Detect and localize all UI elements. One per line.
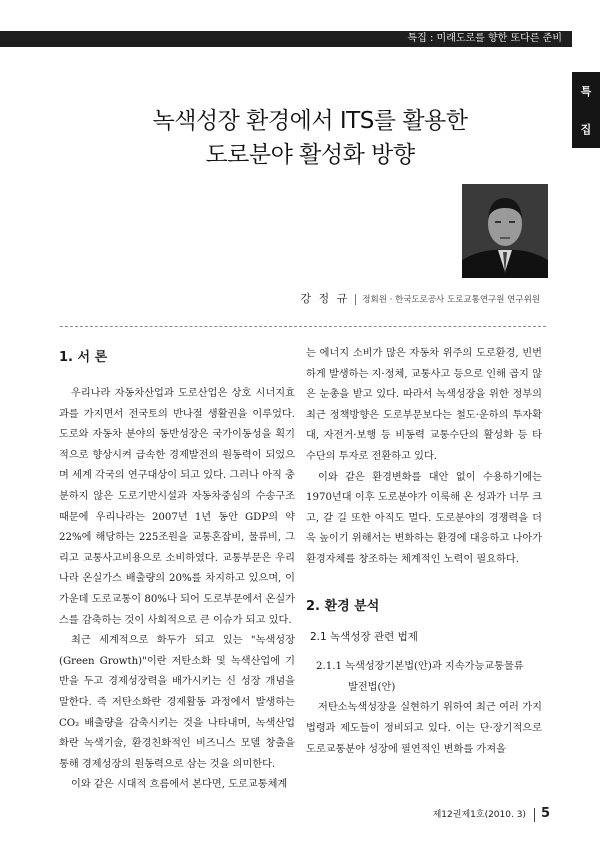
subheading-2-1-1-line-1: 2.1.1 녹색성장기본법(안)과 지속가능교통물류 — [316, 661, 524, 673]
left-column — [59, 344, 295, 796]
title-line-1: 녹색성장 환경에서 ITS를 활용한 — [152, 108, 468, 134]
section-divider — [60, 326, 546, 327]
subheading-2-1-1-line-2: 발전법(안) — [348, 681, 396, 693]
side-tab-char-2: 집 — [580, 123, 592, 136]
right-column — [306, 344, 542, 760]
intro-paragraph-1: 우리나라 자동차산업과 도로산업은 상호 시너지효과를 가지면서 전국토의 반나절 생활권을 이루었다. 도로와 자동차 분야의 동반성장은 국가이동성을 획기적으로 향상시켜 급속한 경제발전의 원동력이 되었으며 세계 각국의 연구대상이 되고 있다. 그러나 아직 충분하지 않은 도로기반시설과 자동차중심의 수송구조 때문에 우리나라는 2007년 1년 동안 GDP의 약 22%에 해당하는 225조원을 교통혼잡비, 물류비, 그리고 교통사고비용으로 소비하였다. 교통부문은 우리나라 온실가스 배출량의 20%를 차지하고 있으며, 이 가운데 도로교통이 80%나 되어 도로부문에서 온실가스를 감축하는 것이 사회적으로 큰 이슈가 되고 있다. — [59, 388, 295, 626]
intro-paragraph-2: 최근 세계적으로 화두가 되고 있는 "녹색성장 (Green Growth)"이란 저탄소화 및 녹색산업에 기반을 두고 경제성장력을 배가시키는 신 성장 개념을 말한다. 즉 저탄소화란 경제활동 과정에서 발생하는 CO₂ 배출량을 감축시키는 것을 나타내며, 녹색산업화란 녹색기술, 환경친화적인 비즈니스 모델 창출을 통해 경제성장의 원동력으로 삼는 것을 의미한다. — [59, 635, 295, 770]
subheading-2-1: 2.1 녹색성장 관련 법제 — [310, 630, 418, 643]
right-paragraph-2: 이와 같은 환경변화를 대안 없이 수용하기에는 1970년대 이후 도로분야가 이룩해 온 성과가 너무 크고, 갈 길 또한 아직도 멀다. 도로분야의 경쟁력을 더욱 높이기 위해서는 변화하는 환경에 대응하고 나아가 환경자체를 창조하는 체계적인 노력이 필요하다. — [306, 471, 542, 565]
author-portrait-image — [462, 184, 548, 278]
page-number: 5 — [540, 806, 550, 821]
author-byline — [60, 290, 540, 306]
section-label: 특집 : 미래도로를 향한 또다른 준비 — [407, 33, 562, 44]
author-affiliation: 정회원 · 한국도로공사 도로교통연구원 연구위원 — [362, 295, 540, 305]
author-name: 강 정 규 — [300, 292, 350, 305]
heading-introduction: 1. 서 론 — [59, 350, 108, 365]
side-tab-char-1: 특 — [580, 85, 592, 98]
issue-info: 제12권제1호(2010. 3) — [432, 810, 526, 820]
article-title — [60, 104, 560, 172]
byline-divider — [355, 294, 356, 305]
footer-divider — [534, 808, 535, 822]
section-header-bar — [0, 31, 572, 47]
right-paragraph-1: 는 에너지 소비가 많은 자동차 위주의 도로환경, 빈번하게 발생하는 지·정체, 교통사고 등으로 인해 곱지 않은 눈총을 받고 있다. 따라서 녹색성장을 위한 정부의 최근 정책방향은 도로부문보다는 철도·운하의 투자확대, 자전거·보행 등 비동력 교통수단의 활성화 등 타 수단의 투자로 전환하고 있다. — [306, 348, 542, 462]
heading-environment-analysis: 2. 환경 분석 — [306, 598, 380, 614]
side-tab — [572, 72, 600, 148]
author-photo — [462, 184, 548, 278]
right-paragraph-3: 저탄소녹색성장을 실현하기 위하여 최근 여러 가지 법령과 제도들이 정비되고 있다. 이는 단·장기적으로 도로교통분야 성장에 필연적인 변화를 가져올 — [306, 702, 542, 755]
page-footer — [380, 806, 550, 822]
title-line-2: 도로분야 활성화 방향 — [205, 142, 415, 168]
intro-paragraph-3: 이와 같은 시대적 흐름에서 본다면, 도로교통체계 — [71, 779, 288, 791]
